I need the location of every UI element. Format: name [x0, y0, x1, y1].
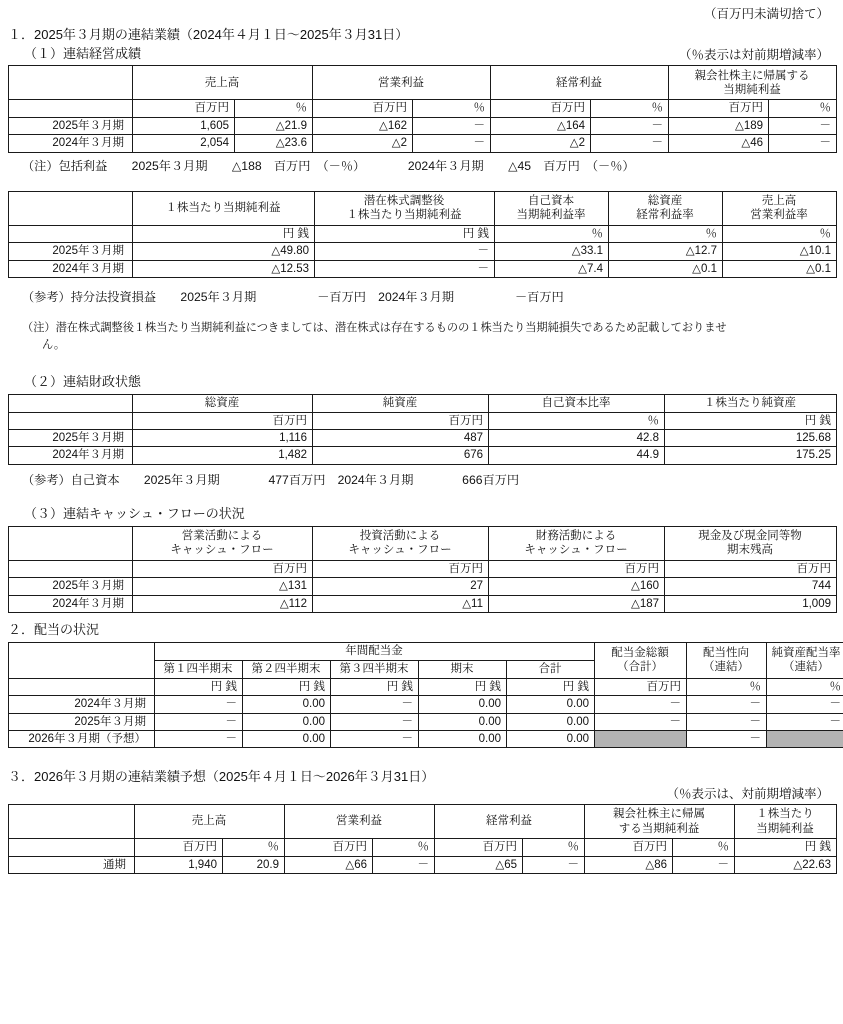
table-header-row: [9, 394, 837, 412]
cell-doe-fy2026-na: [767, 730, 843, 747]
section1-heading: １．2025年３月期の連結業績（2024年４月１日～2025年３月31日）: [8, 26, 409, 42]
section3-percent-note: （％表示は、対前期増減率）: [666, 787, 829, 802]
table-row: [9, 856, 837, 873]
cell-total-fy2026: 0.00: [507, 730, 595, 747]
cell-net-sales-fy2024: 2,054: [133, 135, 235, 152]
unit-netincome-pct: ％: [769, 100, 837, 117]
unit-net-sales-amount: 百万円: [135, 839, 223, 856]
unit-row-label: [9, 839, 135, 856]
col-header-roe: 自己資本 当期純利益率: [495, 191, 609, 225]
table-header-row: [9, 191, 837, 225]
cell-diluted-eps-fy2025: －: [315, 243, 495, 260]
table-row: [9, 595, 837, 612]
cell-operating-pct-fy2024: －: [413, 135, 491, 152]
row-period-full-year: 通期: [9, 856, 135, 873]
cell-operating-cf-fy2025: △131: [133, 578, 313, 595]
cell-cash-balance-fy2025: 744: [665, 578, 837, 595]
note-diluted-eps-continuation: ん。: [42, 338, 66, 351]
unit-operating-cf: 百万円: [133, 560, 313, 577]
unit-row-label: [9, 412, 133, 429]
unit-net-sales-pct: ％: [235, 100, 313, 117]
unit-cash-balance: 百万円: [665, 560, 837, 577]
unit-operating-margin: ％: [723, 225, 837, 242]
cell-operating-margin-fy2024: △0.1: [723, 260, 837, 277]
table-cash-flows: [8, 526, 837, 613]
cell-net-sales-pct-fy2025: △21.9: [235, 117, 313, 134]
table-unit-row: [9, 225, 837, 242]
cell-ordinary-forecast: △65: [435, 856, 523, 873]
col-header-annual-dividend-group: 年間配当金: [155, 642, 595, 660]
cell-year-end-fy2026: 0.00: [419, 730, 507, 747]
cell-q3-fy2024: －: [331, 696, 419, 713]
table-forecast: [8, 804, 837, 874]
cell-equity-ratio-fy2025: 42.8: [489, 429, 665, 446]
unit-net-assets: 百万円: [313, 412, 489, 429]
section3-heading: ３．2026年３月期の連結業績予想（2025年４月１日～2026年３月31日）: [8, 769, 435, 785]
unit-row-label: [9, 678, 155, 695]
table-row: [9, 260, 837, 277]
table-row: [9, 578, 837, 595]
unit-operating-pct: ％: [373, 839, 435, 856]
note-equity-method-investment: （参考）持分法投資損益 2025年３月期 －百万円 2024年３月期 －百万円: [22, 289, 564, 304]
cell-financing-cf-fy2024: △187: [489, 595, 665, 612]
col-header-bps: １株当たり純資産: [665, 394, 837, 412]
cell-operating-pct-forecast: －: [373, 856, 435, 873]
note-diluted-eps: [8, 320, 835, 352]
section1-sub1-heading: （１）連結経営成績: [24, 45, 142, 61]
unit-roa: ％: [609, 225, 723, 242]
table-row: [9, 135, 837, 152]
unit-eps: 円 銭: [735, 839, 837, 856]
cell-q1-fy2024: －: [155, 696, 243, 713]
col-header-eps: １株当たり当期純利益: [133, 191, 315, 225]
table-row: [9, 243, 837, 260]
col-header-total: 合計: [507, 660, 595, 678]
cell-financing-cf-fy2025: △160: [489, 578, 665, 595]
table-row: [9, 713, 843, 730]
cell-operating-margin-fy2025: △10.1: [723, 243, 837, 260]
table-header-row: [9, 805, 837, 839]
corner-cell: [9, 642, 155, 678]
cell-net-assets-fy2025: 487: [313, 429, 489, 446]
col-header-diluted-eps: 潜在株式調整後 １株当たり当期純利益: [315, 191, 495, 225]
unit-total: 円 銭: [507, 678, 595, 695]
unit-year-end: 円 銭: [419, 678, 507, 695]
cell-netincome-pct-forecast: －: [673, 856, 735, 873]
unit-row-label: [9, 560, 133, 577]
row-period-fy2024: 2024年３月期: [9, 595, 133, 612]
cell-operating-cf-fy2024: △112: [133, 595, 313, 612]
table-per-share-and-ratios: [8, 191, 837, 278]
unit-net-sales-pct: ％: [223, 839, 285, 856]
col-header-ordinary-income: 経常利益: [435, 805, 585, 839]
col-header-operating-margin: 売上高 営業利益率: [723, 191, 837, 225]
row-period-fy2025: 2025年３月期: [9, 713, 155, 730]
cell-ordinary-pct-forecast: －: [523, 856, 585, 873]
table-header-row: [9, 66, 837, 100]
cell-roa-fy2025: △12.7: [609, 243, 723, 260]
cell-q3-fy2026: －: [331, 730, 419, 747]
table-unit-row: [9, 678, 843, 695]
cell-bps-fy2025: 125.68: [665, 429, 837, 446]
cell-netincome-pct-fy2025: －: [769, 117, 837, 134]
col-header-q1-end: 第１四半期末: [155, 660, 243, 678]
col-header-operating-income: 営業利益: [313, 66, 491, 100]
corner-cell: [9, 526, 133, 560]
col-header-eps: １株当たり 当期純利益: [735, 805, 837, 839]
cell-net-sales-fy2025: 1,605: [133, 117, 235, 134]
cell-equity-ratio-fy2024: 44.9: [489, 447, 665, 464]
col-header-equity-ratio: 自己資本比率: [489, 394, 665, 412]
corner-cell: [9, 66, 133, 100]
row-period-fy2025: 2025年３月期: [9, 117, 133, 134]
cell-total-dividend-fy2026-na: [595, 730, 687, 747]
cell-eps-forecast: △22.63: [735, 856, 837, 873]
col-header-financing-cf: 財務活動による キャッシュ・フロー: [489, 526, 665, 560]
col-header-year-end: 期末: [419, 660, 507, 678]
col-header-cash-balance: 現金及び現金同等物 期末残高: [665, 526, 837, 560]
unit-net-sales-amount: 百万円: [133, 100, 235, 117]
cell-net-sales-forecast: 1,940: [135, 856, 223, 873]
cell-total-fy2024: 0.00: [507, 696, 595, 713]
unit-operating-amount: 百万円: [285, 839, 373, 856]
table-row: [9, 696, 843, 713]
table-row-forecast: [9, 730, 843, 747]
note-shareholders-equity: （参考）自己資本 2025年３月期 477百万円 2024年３月期 666百万円: [22, 472, 520, 487]
table-row: [9, 447, 837, 464]
cell-netincome-forecast: △86: [585, 856, 673, 873]
cell-ordinary-fy2025: △164: [491, 117, 591, 134]
row-period-fy2025: 2025年３月期: [9, 429, 133, 446]
cell-netincome-fy2024: △46: [669, 135, 769, 152]
unit-roe: ％: [495, 225, 609, 242]
cell-investing-cf-fy2025: 27: [313, 578, 489, 595]
unit-ordinary-amount: 百万円: [435, 839, 523, 856]
cell-net-sales-pct-fy2024: △23.6: [235, 135, 313, 152]
section1-percent-note: （％表示は対前期増減率）: [678, 48, 829, 63]
cell-netincome-pct-fy2024: －: [769, 135, 837, 152]
unit-operating-amount: 百万円: [313, 100, 413, 117]
cell-doe-fy2024: －: [767, 696, 843, 713]
unit-q1: 円 銭: [155, 678, 243, 695]
section1-sub2-heading: （２）連結財政状態: [24, 373, 142, 389]
unit-investing-cf: 百万円: [313, 560, 489, 577]
col-header-roa: 総資産 経常利益率: [609, 191, 723, 225]
col-header-payout-ratio: 配当性向 （連結）: [687, 642, 767, 678]
col-header-net-income-parent: 親会社株主に帰属 する当期純利益: [585, 805, 735, 839]
col-header-q3-end: 第３四半期末: [331, 660, 419, 678]
cell-roe-fy2024: △7.4: [495, 260, 609, 277]
cell-eps-fy2025: △49.80: [133, 243, 315, 260]
table-unit-row: [9, 560, 837, 577]
unit-payout-ratio: ％: [687, 678, 767, 695]
unit-bps: 円 銭: [665, 412, 837, 429]
cell-total-dividend-fy2024: －: [595, 696, 687, 713]
unit-q3: 円 銭: [331, 678, 419, 695]
table-header-row-top: [9, 642, 843, 660]
col-header-net-assets: 純資産: [313, 394, 489, 412]
unit-total-assets: 百万円: [133, 412, 313, 429]
cell-total-dividend-fy2025: －: [595, 713, 687, 730]
col-header-q2-end: 第２四半期末: [243, 660, 331, 678]
col-header-total-dividend: 配当金総額 （合計）: [595, 642, 687, 678]
col-header-net-income-parent: 親会社株主に帰属する 当期純利益: [669, 66, 837, 100]
unit-eps: 円 銭: [133, 225, 315, 242]
cell-ordinary-fy2024: △2: [491, 135, 591, 152]
unit-diluted-eps: 円 銭: [315, 225, 495, 242]
table-unit-row: [9, 839, 837, 856]
unit-ordinary-pct: ％: [591, 100, 669, 117]
col-header-dividend-on-equity: 純資産配当率 （連結）: [767, 642, 843, 678]
col-header-investing-cf: 投資活動による キャッシュ・フロー: [313, 526, 489, 560]
table-row: [9, 429, 837, 446]
cell-eps-fy2024: △12.53: [133, 260, 315, 277]
unit-q2: 円 銭: [243, 678, 331, 695]
cell-q2-fy2026: 0.00: [243, 730, 331, 747]
cell-ordinary-pct-fy2024: －: [591, 135, 669, 152]
section2-heading: ２．配当の状況: [8, 621, 100, 637]
rounding-note: （百万円未満切捨て）: [703, 7, 829, 21]
cell-year-end-fy2024: 0.00: [419, 696, 507, 713]
cell-diluted-eps-fy2024: －: [315, 260, 495, 277]
cell-operating-forecast: △66: [285, 856, 373, 873]
cell-bps-fy2024: 175.25: [665, 447, 837, 464]
cell-total-assets-fy2025: 1,116: [133, 429, 313, 446]
row-period-fy2025: 2025年３月期: [9, 578, 133, 595]
col-header-operating-income: 営業利益: [285, 805, 435, 839]
cell-total-fy2025: 0.00: [507, 713, 595, 730]
section1-sub3-heading: （３）連結キャッシュ・フローの状況: [24, 506, 245, 522]
unit-row-label: [9, 100, 133, 117]
unit-netincome-pct: ％: [673, 839, 735, 856]
cell-q2-fy2025: 0.00: [243, 713, 331, 730]
cell-q1-fy2025: －: [155, 713, 243, 730]
cell-payout-ratio-fy2024: －: [687, 696, 767, 713]
row-period-fy2026-forecast: 2026年３月期（予想）: [9, 730, 155, 747]
cell-q2-fy2024: 0.00: [243, 696, 331, 713]
table-row: [9, 117, 837, 134]
col-header-operating-cf: 営業活動による キャッシュ・フロー: [133, 526, 313, 560]
row-period-fy2025: 2025年３月期: [9, 243, 133, 260]
cell-roe-fy2025: △33.1: [495, 243, 609, 260]
table-unit-row: [9, 412, 837, 429]
unit-total-dividend: 百万円: [595, 678, 687, 695]
cell-q1-fy2026: －: [155, 730, 243, 747]
table-dividends: [8, 642, 843, 749]
table-unit-row: [9, 100, 837, 117]
cell-net-assets-fy2024: 676: [313, 447, 489, 464]
corner-cell: [9, 191, 133, 225]
unit-netincome-amount: 百万円: [585, 839, 673, 856]
cell-operating-fy2025: △162: [313, 117, 413, 134]
cell-roa-fy2024: △0.1: [609, 260, 723, 277]
unit-dividend-on-equity: ％: [767, 678, 843, 695]
cell-cash-balance-fy2024: 1,009: [665, 595, 837, 612]
row-period-fy2024: 2024年３月期: [9, 260, 133, 277]
note-comprehensive-income: （注）包括利益 2025年３月期 △188 百万円 （－％） 2024年３月期 △45 百万円 （－％）: [22, 158, 635, 173]
unit-equity-ratio: ％: [489, 412, 665, 429]
col-header-ordinary-income: 経常利益: [491, 66, 669, 100]
cell-payout-ratio-fy2026: －: [687, 730, 767, 747]
unit-ordinary-pct: ％: [523, 839, 585, 856]
col-header-total-assets: 総資産: [133, 394, 313, 412]
unit-operating-pct: ％: [413, 100, 491, 117]
col-header-net-sales: 売上高: [135, 805, 285, 839]
cell-doe-fy2025: －: [767, 713, 843, 730]
table-financial-position: [8, 394, 837, 465]
unit-row-label: [9, 225, 133, 242]
row-period-fy2024: 2024年３月期: [9, 696, 155, 713]
cell-year-end-fy2025: 0.00: [419, 713, 507, 730]
cell-ordinary-pct-fy2025: －: [591, 117, 669, 134]
corner-cell: [9, 805, 135, 839]
row-period-fy2024: 2024年３月期: [9, 135, 133, 152]
unit-netincome-amount: 百万円: [669, 100, 769, 117]
table-consolidated-results: [8, 65, 837, 152]
col-header-net-sales: 売上高: [133, 66, 313, 100]
cell-net-sales-pct-forecast: 20.9: [223, 856, 285, 873]
cell-q3-fy2025: －: [331, 713, 419, 730]
note-diluted-eps-text: （注）潜在株式調整後１株当たり当期純利益につきましては、潜在株式は存在するものの１株当たり当期純損失であるため記載しておりませ: [22, 322, 727, 335]
unit-financing-cf: 百万円: [489, 560, 665, 577]
cell-payout-ratio-fy2025: －: [687, 713, 767, 730]
cell-total-assets-fy2024: 1,482: [133, 447, 313, 464]
corner-cell: [9, 394, 133, 412]
table-header-row: [9, 526, 837, 560]
unit-ordinary-amount: 百万円: [491, 100, 591, 117]
cell-operating-pct-fy2025: －: [413, 117, 491, 134]
cell-investing-cf-fy2024: △11: [313, 595, 489, 612]
row-period-fy2024: 2024年３月期: [9, 447, 133, 464]
cell-operating-fy2024: △2: [313, 135, 413, 152]
cell-netincome-fy2025: △189: [669, 117, 769, 134]
